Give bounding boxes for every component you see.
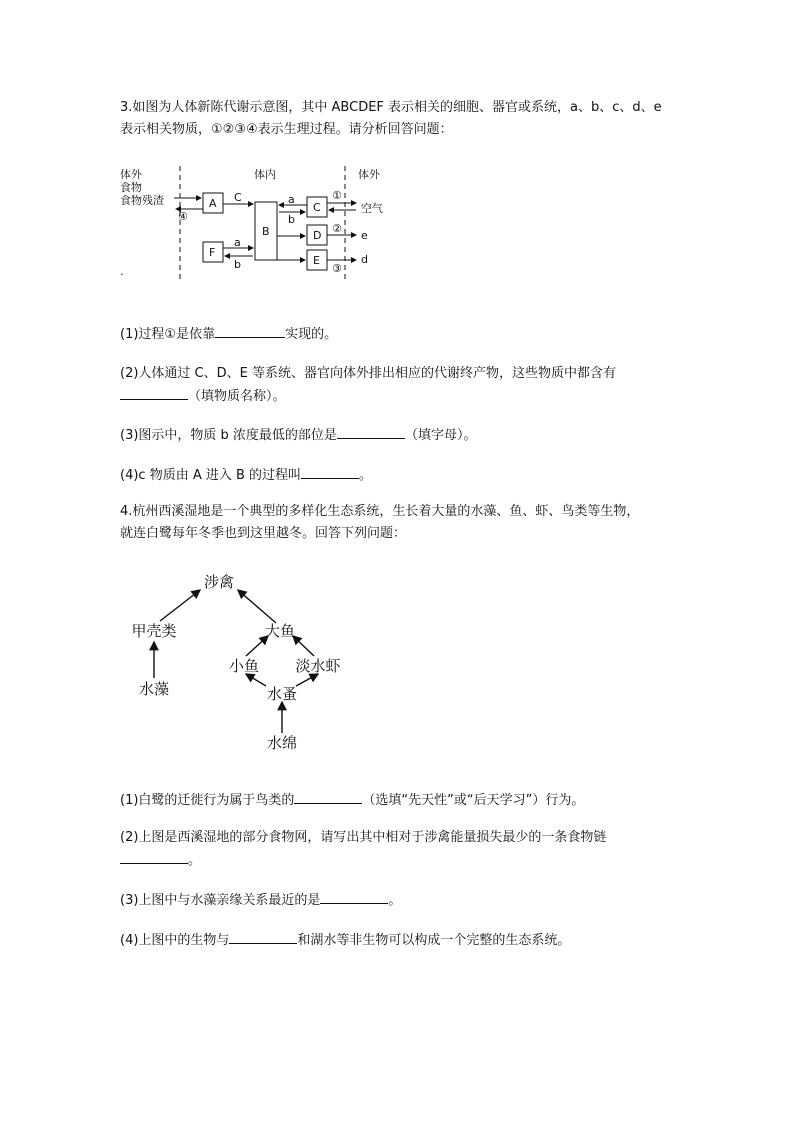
answer-blank[interactable] xyxy=(320,890,388,904)
node-wading-birds: 涉禽 xyxy=(203,573,235,591)
process-2: ② xyxy=(332,222,342,235)
food-label: 食物 xyxy=(120,181,142,194)
outside-right-label: 体外 xyxy=(358,168,380,181)
q3-intro-line1: 3.如图为人体新陈代谢示意图，其中 ABCDEF 表示相关的细胞、器官或系统，a、b、c、d、e xyxy=(120,100,662,115)
node-small-fish: 小鱼 xyxy=(228,657,260,675)
node-spirogyra: 水绵 xyxy=(266,734,298,752)
box-d-label: D xyxy=(313,229,322,242)
q4-sub2-line2 xyxy=(120,850,201,869)
answer-blank[interactable] xyxy=(294,790,362,804)
q4-intro-line2: 就连白鹭每年冬季也到这里越冬。回答下列问题： xyxy=(120,526,407,541)
box-c-label: C xyxy=(313,201,321,214)
box-e-label: E xyxy=(313,254,320,267)
metabolism-diagram xyxy=(118,164,398,286)
q3-intro-line2: 表示相关物质，①②③④表示生理过程。请分析回答问题： xyxy=(120,122,453,137)
q4-sub2-line1: (2)上图是西溪湿地的部分食物网，请写出其中相对于涉禽能量损失最少的一条食物链 xyxy=(120,830,607,845)
food-web-diagram xyxy=(118,568,358,758)
node-algae: 水藻 xyxy=(138,680,170,698)
q3-sub4-post: 。 xyxy=(359,468,373,483)
node-shrimp: 淡水虾 xyxy=(295,657,341,675)
air-label: 空气 xyxy=(361,202,383,215)
q4-sub4 xyxy=(120,930,570,949)
q3-sub1 xyxy=(120,324,337,343)
process-3: ③ xyxy=(332,262,342,275)
label-d: d xyxy=(361,253,368,266)
q4-sub3-post: 。 xyxy=(388,893,402,908)
node-water-flea: 水蚤 xyxy=(266,685,298,703)
answer-blank[interactable] xyxy=(120,850,188,864)
q3-sub4 xyxy=(120,465,372,484)
q4-sub4-text: (4)上图中的生物与 xyxy=(120,933,230,948)
q4-sub1-post: （选填“先天性”或“后天学习”）行为。 xyxy=(362,793,585,808)
stray-dot: . xyxy=(120,265,124,278)
q4-sub3 xyxy=(120,890,401,909)
answer-blank[interactable] xyxy=(301,465,359,479)
answer-blank[interactable] xyxy=(337,425,405,439)
box-b-label: B xyxy=(262,225,270,238)
q3-sub2-post: （填物质名称）。 xyxy=(188,389,286,404)
answer-blank[interactable] xyxy=(120,386,188,400)
q3-sub3-text: (3)图示中，物质 b 浓度最低的部位是 xyxy=(120,428,337,443)
label-a2: a xyxy=(234,236,241,249)
q4-sub3-text: (3)上图中与水藻亲缘关系最近的是 xyxy=(120,893,321,908)
box-f-label: F xyxy=(209,246,216,259)
outside-left-label: 体外 xyxy=(120,168,142,181)
q3-sub4-text: (4)c 物质由 A 进入 B 的过程叫 xyxy=(120,468,302,483)
q4-sub2-post: 。 xyxy=(188,853,202,868)
q3-sub1-text: (1)过程①是依靠 xyxy=(120,327,216,342)
box-a-label: A xyxy=(209,197,217,210)
q3-sub3-post: （填字母）。 xyxy=(404,428,477,443)
answer-blank[interactable] xyxy=(215,324,285,338)
q3-sub3 xyxy=(120,425,476,444)
q4-sub4-post: 和湖水等非生物可以构成一个完整的生态系统。 xyxy=(297,933,571,948)
answer-blank[interactable] xyxy=(229,930,297,944)
inside-label: 体内 xyxy=(254,168,276,181)
label-a1: a xyxy=(288,193,295,206)
q4-sub1 xyxy=(120,790,584,809)
label-b1: b xyxy=(288,213,295,226)
q4-intro-line1: 4.杭州西溪湿地是一个典型的多样化生态系统，生长着大量的水藻、鱼、虾、鸟类等生物， xyxy=(120,504,640,519)
q3-sub1-post: 实现的。 xyxy=(285,327,338,342)
node-crustaceans: 甲壳类 xyxy=(131,622,177,640)
node-big-fish: 大鱼 xyxy=(264,622,296,640)
food-residue-label: 食物残渣 xyxy=(120,194,164,207)
process-1: ① xyxy=(332,189,342,202)
label-e: e xyxy=(361,229,368,242)
q3-sub2-line2 xyxy=(120,386,286,405)
label-c: C xyxy=(234,191,242,204)
process-4: ④ xyxy=(178,210,188,223)
q3-sub2-line1: (2)人体通过 C、D、E 等系统、器官向体外排出相应的代谢终产物，这些物质中都含有 xyxy=(120,366,616,381)
q4-sub1-text: (1)白鹭的迁徙行为属于鸟类的 xyxy=(120,793,295,808)
label-b2: b xyxy=(234,258,241,271)
